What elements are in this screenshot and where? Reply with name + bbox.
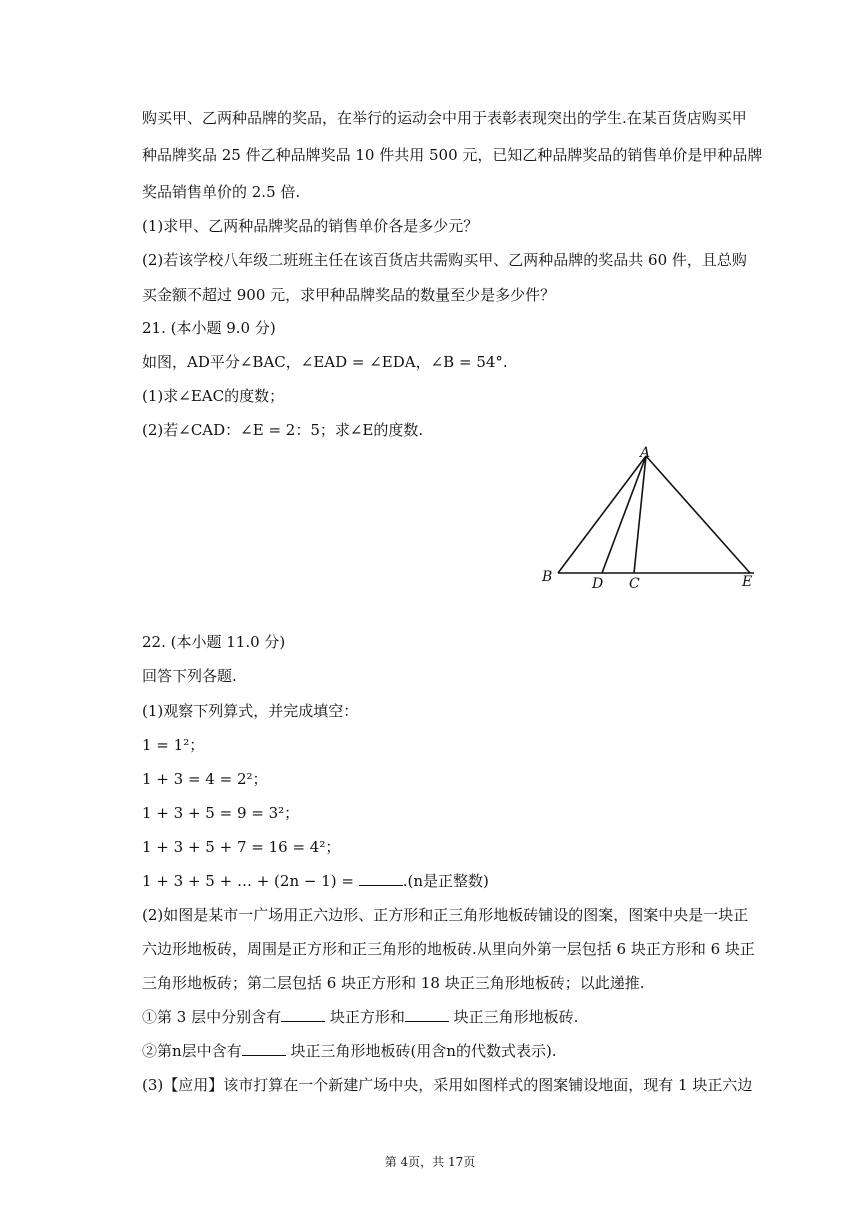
answer-blank[interactable] <box>405 1007 449 1022</box>
equation-4: 1 + 3 + 5 + 7 = 16 = 4²； <box>142 838 341 856</box>
text-line: 买金额不超过 900 元，求甲种品牌奖品的数量至少是多少件？ <box>142 286 556 304</box>
equation-5-left: 1 + 3 + 5 + … + (2n − 1) = <box>142 872 359 890</box>
label-D: D <box>592 576 604 592</box>
text-line: 三角形地板砖；第二层包括 6 块正方形和 18 块正三角形地板砖；以此递推. <box>142 974 645 992</box>
answer-blank[interactable] <box>359 871 403 886</box>
equation-1: 1 = 1²； <box>142 736 205 754</box>
question-22-stem: 回答下列各题. <box>142 667 237 685</box>
sub-question-2 <box>142 1041 557 1061</box>
answer-blank[interactable] <box>242 1041 286 1056</box>
answer-blank[interactable] <box>281 1007 325 1022</box>
sub-question-1-text-b: 块正方形和 <box>325 1008 405 1026</box>
question-21-header: 21. (本小题 9.0 分) <box>142 319 276 337</box>
sub-question-1-text-a: ①第 3 层中分别含有 <box>142 1008 282 1026</box>
question-22-header: 22. (本小题 11.0 分) <box>142 633 286 651</box>
text-line: (2)如图是某市一广场用正六边形、正方形和正三角形地板砖铺设的图案，图案中央是一块正 <box>142 906 749 924</box>
question-22-part-1: (1)观察下列算式，并完成填空： <box>142 702 359 720</box>
question-part-2: (2)若该学校八年级二班班主任在该百货店共需购买甲、乙两种品牌的奖品共 60 件，且总购 <box>142 251 747 269</box>
text-line: 种品牌奖品 25 件乙种品牌奖品 10 件共用 500 元，已知乙种品牌奖品的销售单价是甲种品牌 <box>142 146 763 164</box>
equation-5 <box>142 871 489 891</box>
label-A: A <box>640 445 651 461</box>
text-line: 奖品销售单价的 2.5 倍. <box>142 183 301 201</box>
question-21-stem: 如图，AD平分∠BAC，∠EAD = ∠EDA，∠B = 54°. <box>142 353 508 371</box>
question-part-1: (1)求甲、乙两种品牌奖品的销售单价各是多少元？ <box>142 217 479 235</box>
question-21-part-1: (1)求∠EAC的度数； <box>142 387 285 405</box>
equation-3: 1 + 3 + 5 = 9 = 3²； <box>142 804 300 822</box>
triangle-figure <box>530 440 770 595</box>
equation-5-right: .(n是正整数) <box>402 872 489 890</box>
question-22-part-3: (3)【应用】该市打算在一个新建广场中央，采用如图样式的图案铺设地面，现有 1 块正六边 <box>142 1076 753 1094</box>
page-footer: 第 4页，共 17页 <box>384 1155 476 1169</box>
text-line: 购买甲、乙两种品牌的奖品，在举行的运动会中用于表彰表现突出的学生.在某百货店购买甲 <box>142 109 747 127</box>
question-21-part-2: (2)若∠CAD：∠E = 2：5；求∠E的度数. <box>142 421 424 439</box>
text-line: 六边形地板砖，周围是正方形和正三角形的地板砖.从里向外第一层包括 6 块正方形和 6 块正 <box>142 940 755 958</box>
sub-question-2-text-a: ②第n层中含有 <box>142 1042 242 1060</box>
label-B: B <box>542 569 553 585</box>
sub-question-1-text-c: 块正三角形地板砖. <box>448 1008 579 1026</box>
side-AE <box>646 456 750 573</box>
sub-question-1 <box>142 1007 578 1027</box>
label-E: E <box>742 574 753 590</box>
sub-question-2-text-b: 块正三角形地板砖(用含n的代数式表示). <box>285 1042 557 1060</box>
side-AB <box>558 456 646 573</box>
equation-2: 1 + 3 = 4 = 2²； <box>142 770 268 788</box>
label-C: C <box>629 576 640 592</box>
